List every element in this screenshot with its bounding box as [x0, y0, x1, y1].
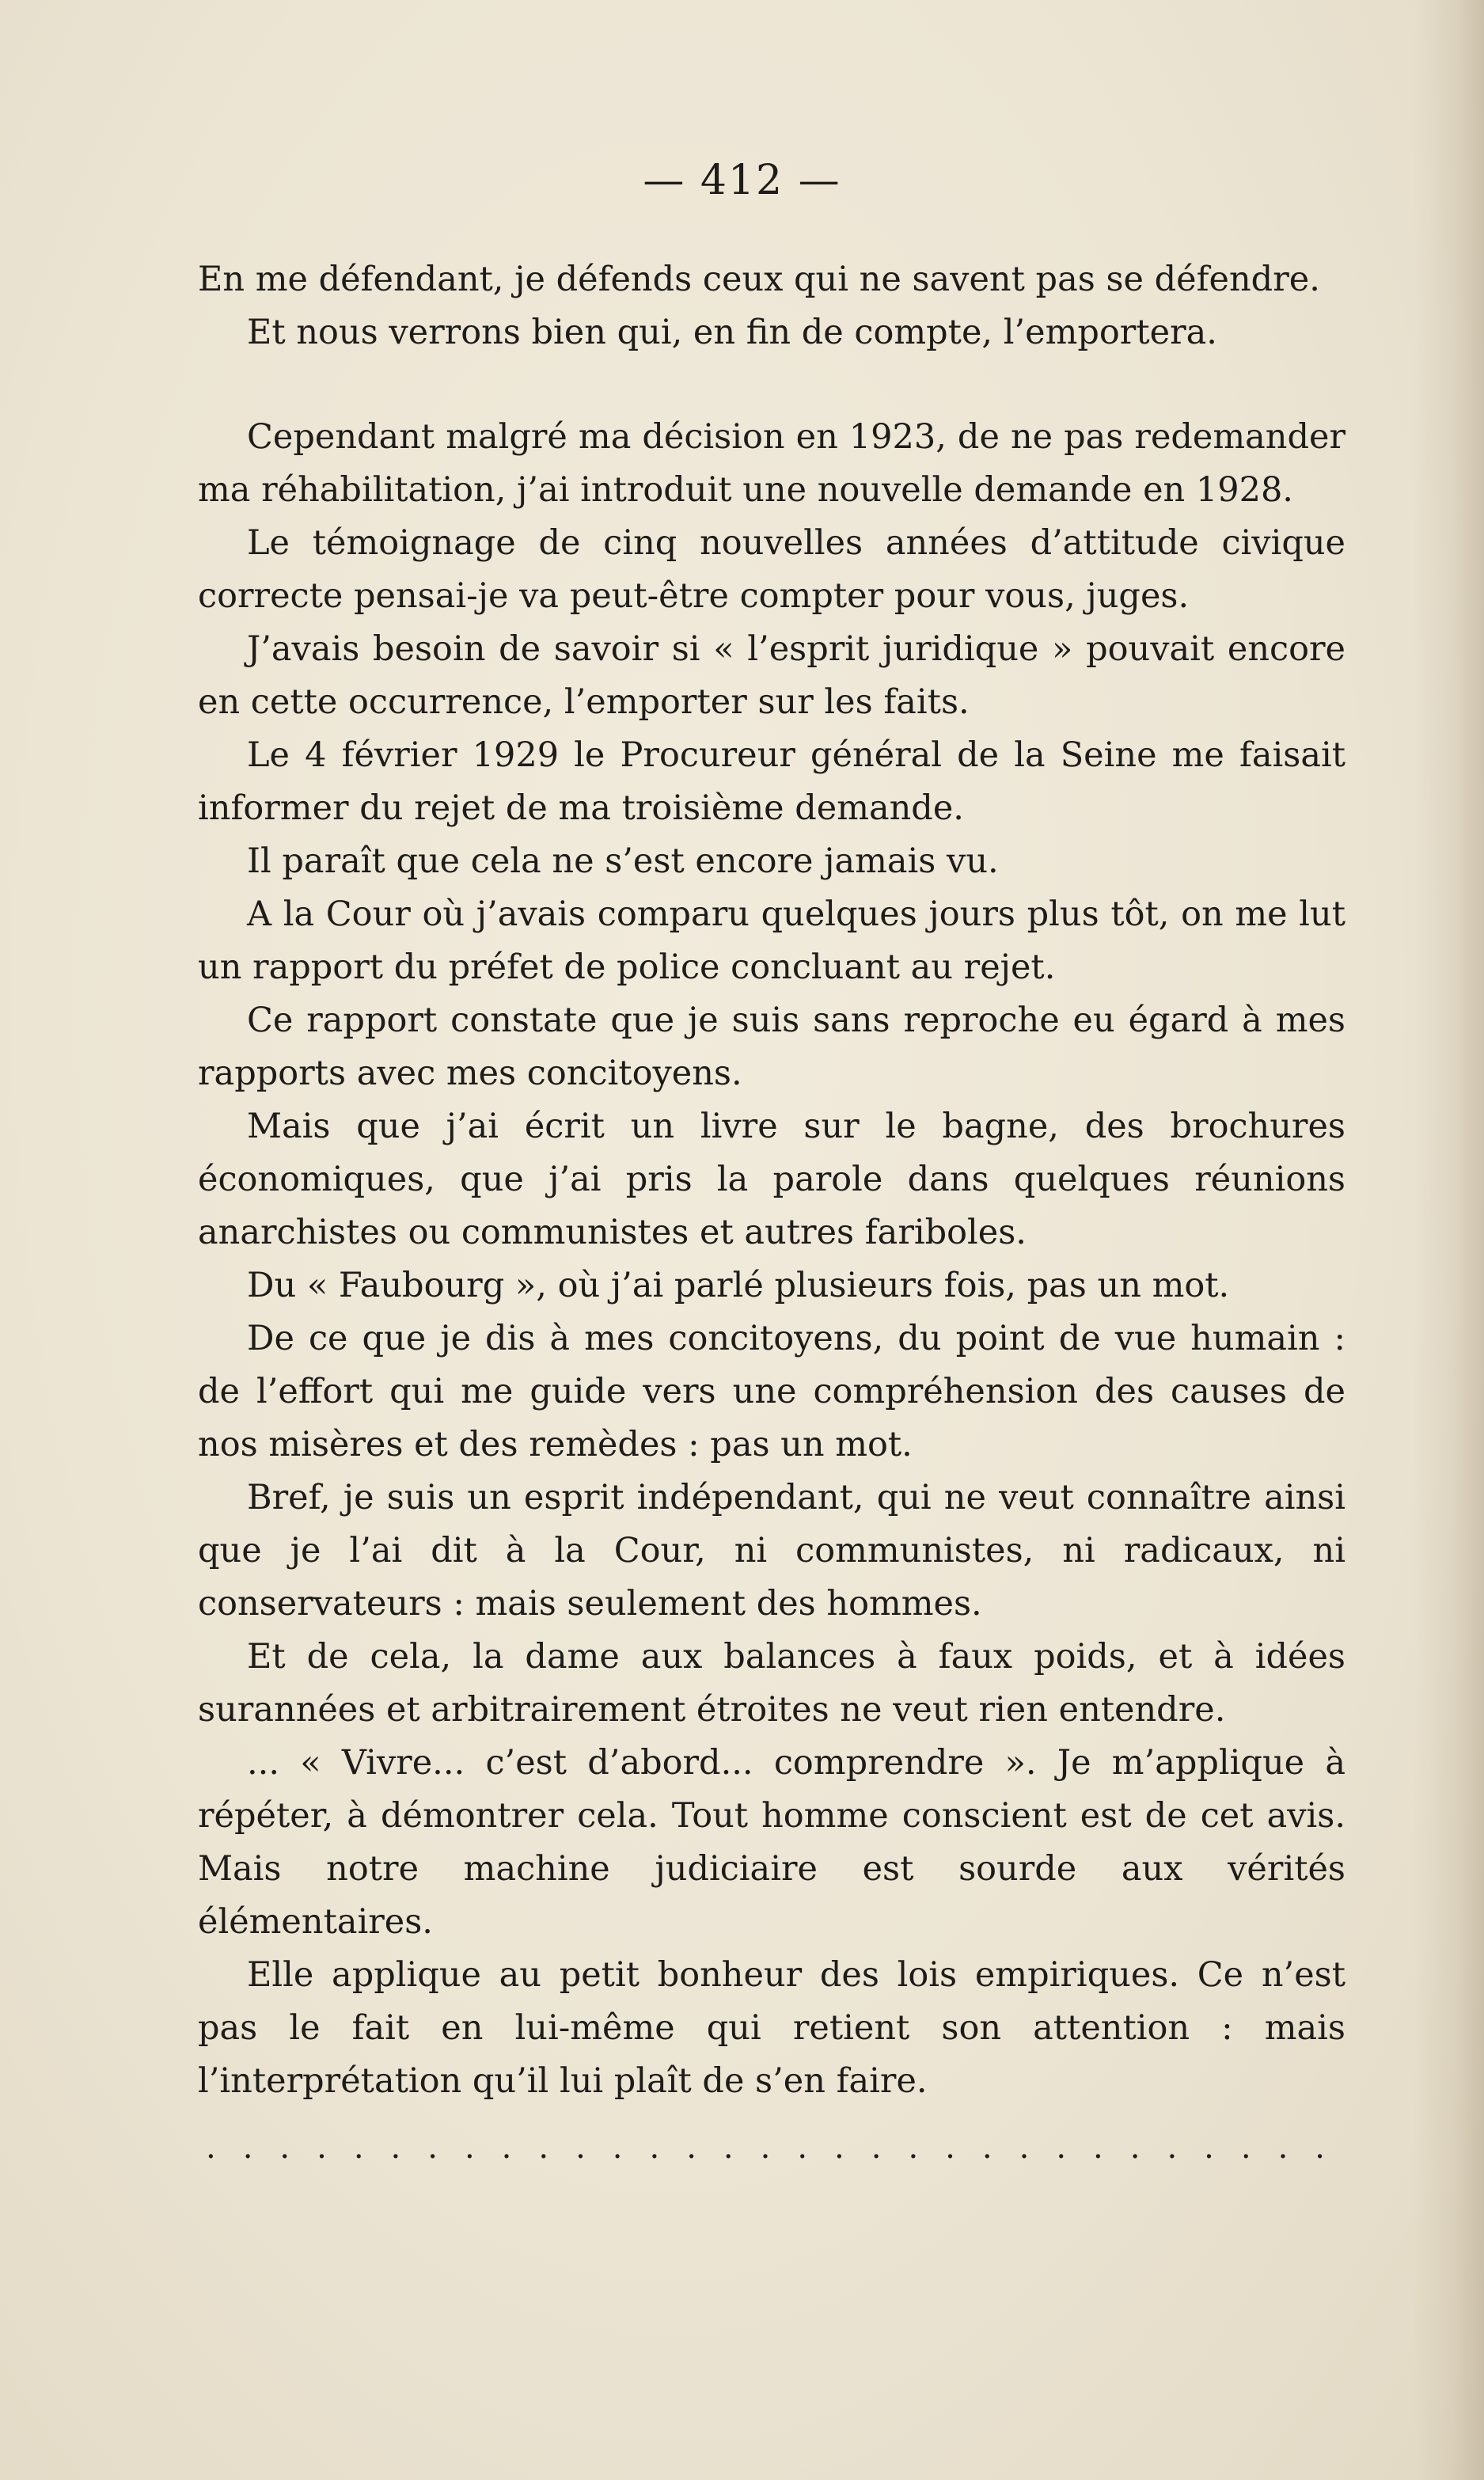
paragraph: ... « Vivre... c’est d’abord... comprendre ». Je m’applique à répéter, à démontrer cela. Tout homme conscient est de cet avis. Mais notre machine judiciaire est sourde aux vérités élémentaires.	[198, 1743, 1345, 1942]
body-text	[198, 253, 1345, 2108]
paragraph: Et nous verrons bien qui, en fin de compte, l’emportera.	[247, 313, 1217, 352]
page-number: — 412 —	[643, 157, 841, 204]
paragraph: En me défendant, je défends ceux qui ne savent pas se défendre.	[198, 260, 1320, 299]
page-edge-shadow	[1413, 0, 1484, 2480]
dotted-separator: . . . . . . . . . . . . . . . . . . . . . . . . . . . . . . .	[206, 2129, 1330, 2166]
paragraph: Cependant malgré ma décision en 1923, de ne pas redemander ma réhabilitation, j’ai introduit une nouvelle demande en 1928.	[198, 417, 1345, 510]
paragraph: Et de cela, la dame aux balances à faux poids, et à idées surannées et arbitrairement étroites ne veut rien entendre.	[198, 1637, 1345, 1730]
paragraph: Elle applique au petit bonheur des lois empiriques. Ce n’est pas le fait en lui-même qui retient son attention : mais l’interprétation qu’il lui plaît de s’en faire.	[198, 1955, 1345, 2101]
paragraph: Du « Faubourg », où j’ai parlé plusieurs fois, pas un mot.	[247, 1266, 1230, 1305]
paragraph: Ce rapport constate que je suis sans reproche eu égard à mes rapports avec mes concitoyens.	[198, 1001, 1345, 1093]
paragraph: Bref, je suis un esprit indépendant, qui ne veut connaître ainsi que je l’ai dit à la Cour, ni communistes, ni radicaux, ni conservateurs : mais seulement des hommes.	[198, 1478, 1345, 1624]
paragraph: Il paraît que cela ne s’est encore jamais vu.	[247, 841, 999, 881]
paragraph: A la Cour où j’avais comparu quelques jours plus tôt, on me lut un rapport du préfet de police concluant au rejet.	[198, 894, 1345, 987]
paragraph: J’avais besoin de savoir si « l’esprit juridique » pouvait encore en cette occurrence, l’emporter sur les faits.	[198, 629, 1345, 722]
paragraph: De ce que je dis à mes concitoyens, du point de vue humain : de l’effort qui me guide vers une compréhension des causes de nos misères et des remèdes : pas un mot.	[198, 1319, 1345, 1464]
paragraph: Le témoignage de cinq nouvelles années d’attitude civique correcte pensai-je va peut-être compter pour vous, juges.	[198, 523, 1345, 616]
paragraph: Le 4 février 1929 le Procureur général de la Seine me faisait informer du rejet de ma troisième demande.	[198, 735, 1345, 828]
paragraph: Mais que j’ai écrit un livre sur le bagne, des brochures économiques, que j’ai pris la parole dans quelques réunions anarchistes ou communistes et autres fariboles.	[198, 1107, 1345, 1252]
